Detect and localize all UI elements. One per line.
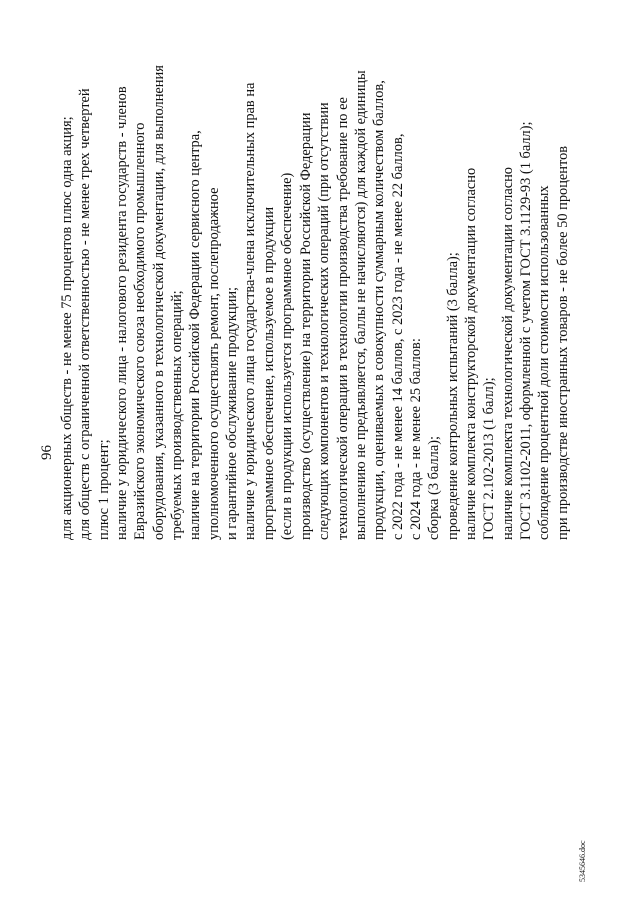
text-line: ГОСТ 2.102-2013 (1 балл); bbox=[481, 377, 498, 540]
text-line: программное обеспечение, используемое в продукции bbox=[260, 206, 277, 540]
text-line: уполномоченного осуществлять ремонт, послепродажное bbox=[205, 187, 222, 540]
requirements-block bbox=[58, 60, 296, 540]
text-line: для акционерных обществ - не менее 75 процентов плюс одна акция; bbox=[59, 116, 75, 540]
text-line: (если в продукции используется программное обеспечение) bbox=[279, 172, 296, 540]
text-line: сборка (3 балла); bbox=[426, 436, 443, 540]
text-line: проведение контрольных испытаний (3 балла); bbox=[444, 252, 461, 540]
text-line: с 2024 года - не менее 25 баллов: bbox=[408, 338, 425, 540]
text-line: наличие у юридического лица - налогового резидента государств - членов bbox=[114, 86, 131, 540]
text-line: соблюдение процентной доли стоимости использованных bbox=[536, 185, 553, 540]
text-line: наличие у юридического лица государства-члена исключительных прав на bbox=[242, 82, 259, 540]
text-line: для обществ с ограниченной ответственностью - не менее трех четвертей bbox=[77, 88, 94, 540]
text-line: плюс 1 процент; bbox=[95, 439, 112, 540]
page-number: 96 bbox=[39, 445, 55, 460]
text-line: ГОСТ 3.1102-2011, оформленной с учетом ГОСТ 3.1129-93 (1 балл); bbox=[518, 121, 535, 540]
text-line: требуемых производственных операций; bbox=[169, 290, 186, 540]
text-line: технологической операции в технологии производства требование по ее bbox=[334, 97, 351, 540]
text-line: Евразийского экономического союза необходимого промышленного bbox=[132, 122, 149, 540]
text-line: наличие комплекта технологической документации согласно bbox=[499, 167, 516, 540]
text-line: и гарантийное обслуживание продукции; bbox=[224, 286, 241, 540]
text-line: при производстве иностранных товаров - не более 50 процентов bbox=[554, 145, 571, 540]
text-line: наличие комплекта конструкторской документации согласно bbox=[463, 167, 480, 540]
text-line: следующих компонентов и технологических операций (при отсутствии bbox=[316, 102, 333, 540]
text-line: продукции, оцениваемых в совокупности суммарным количеством баллов, bbox=[371, 80, 388, 540]
text-line: оборудования, указанного в технологической документации, для выполнения bbox=[150, 65, 167, 540]
text-line: выполнению не предъявляется, баллы не начисляются) для каждой единицы bbox=[353, 70, 370, 540]
text-line: производство (осуществление) на территории Российской Федерации bbox=[298, 112, 314, 540]
document-filename: 5345646.doc bbox=[578, 840, 587, 882]
text-line: с 2022 года - не менее 14 баллов, с 2023 года - не менее 22 баллов, bbox=[389, 133, 406, 540]
text-line: наличие на территории Российской Федерации сервисного центра, bbox=[187, 130, 204, 540]
production-requirements-block bbox=[297, 60, 572, 540]
